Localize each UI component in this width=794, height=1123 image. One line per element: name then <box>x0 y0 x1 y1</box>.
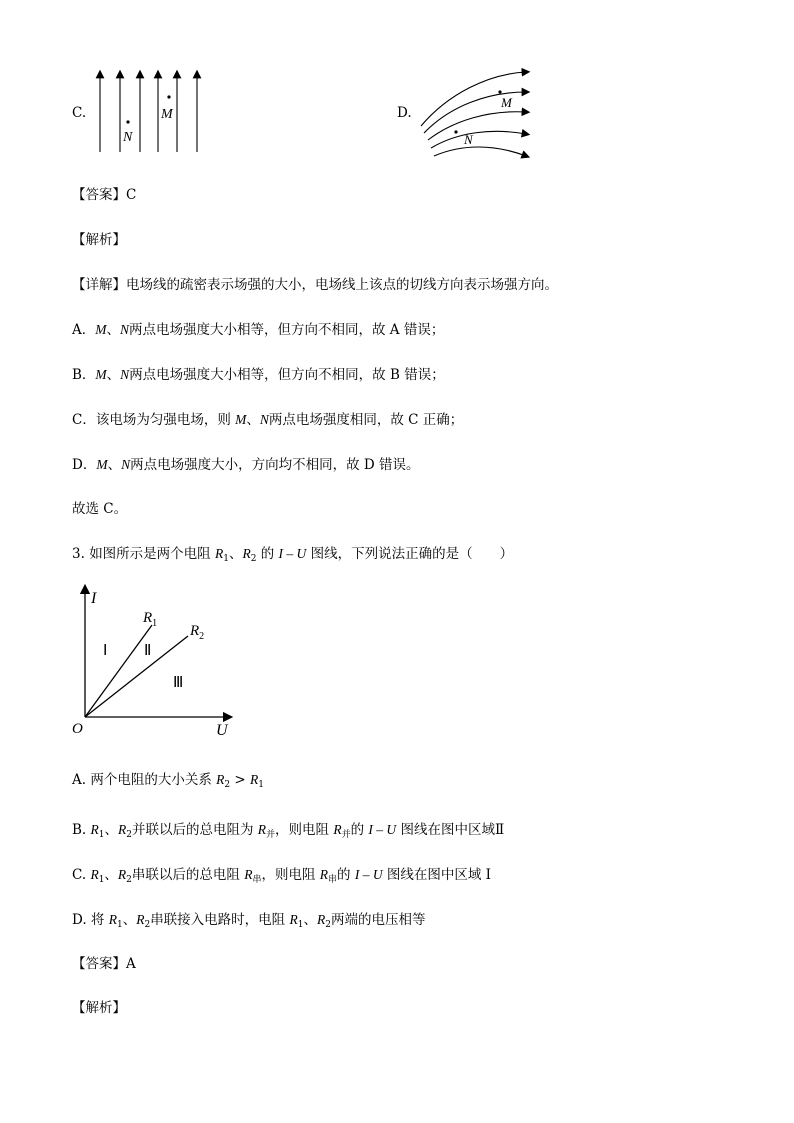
var-r-parallel: R <box>333 822 342 837</box>
var-r2: R <box>316 912 326 927</box>
var-r2: R <box>118 822 127 837</box>
sep: 、 <box>106 322 120 338</box>
var-r-series: R <box>319 867 329 882</box>
iu-symbol: I – U <box>354 867 383 882</box>
var-r1: R <box>289 912 298 927</box>
explain-c-prefix: C．该电场为匀强电场，则 <box>72 412 236 428</box>
q3-text-1: 如图所示是两个电阻 <box>89 546 215 562</box>
point-n <box>454 130 457 133</box>
sub-series: 串 <box>252 875 262 885</box>
sub-2: 2 <box>144 920 151 930</box>
explain-d <box>72 456 420 474</box>
sep: 、 <box>104 867 118 883</box>
choice-b-text-3: 的 <box>350 822 369 838</box>
option-d-label: D. <box>397 105 412 121</box>
analysis-1 <box>72 231 126 249</box>
answer-1 <box>72 186 136 204</box>
point-m <box>167 95 170 98</box>
analysis-3 <box>72 999 126 1017</box>
sub-1: 1 <box>116 920 123 930</box>
explain-d-text: 两点电场强度大小，方向均不相同，故 D 错误。 <box>130 457 420 473</box>
r2-label: $R_2$ <box>190 623 205 642</box>
explain-b-text: 两点电场强度大小相等，但方向不相同，故 B 错误； <box>129 367 445 383</box>
field-line <box>431 131 526 148</box>
choice-d <box>72 911 425 934</box>
choice-c-text-1: 串联以后的总电阻 <box>131 867 245 883</box>
point-n-label: N <box>123 130 133 145</box>
question-number: 3. <box>72 546 85 562</box>
sep: 、 <box>104 822 118 838</box>
axis-u-label: U <box>216 722 228 739</box>
sub-2: 2 <box>325 920 331 930</box>
sub-1: 1 <box>98 830 105 840</box>
var-r1: R <box>214 546 224 561</box>
var-r1: R <box>90 822 99 837</box>
field-line <box>434 147 526 156</box>
answer-tag: 【答案】 <box>72 956 126 972</box>
origin-label: O <box>72 721 83 737</box>
choice-c-text-4: 图线在图中区域 I <box>382 867 491 883</box>
iu-symbol: I – U <box>368 822 397 837</box>
explain-b-prefix: B． <box>72 367 96 383</box>
var-r2: R <box>136 912 145 927</box>
sub-parallel: 并 <box>266 830 276 840</box>
sep: 、 <box>122 912 137 928</box>
sub-parallel: 并 <box>341 830 351 840</box>
var-m: M <box>95 367 107 382</box>
axis-i-label: I <box>91 590 97 607</box>
greater-than: > <box>230 772 251 788</box>
var-n: N <box>120 322 130 337</box>
region-3-label: Ⅲ <box>173 675 184 691</box>
sep: 、 <box>107 457 122 473</box>
var-m: M <box>235 412 247 427</box>
choice-d-text-2: 两端的电压相等 <box>330 912 426 928</box>
sub-1: 1 <box>258 780 264 790</box>
sub-2: 2 <box>224 780 231 790</box>
var-r1: R <box>90 867 99 882</box>
sep: 、 <box>303 912 317 928</box>
sub-2: 2 <box>250 554 257 564</box>
var-r2: R <box>117 867 127 882</box>
field-line <box>428 112 526 140</box>
var-r1: R <box>108 912 117 927</box>
detail-tag: 【详解】 <box>72 277 126 293</box>
point-m <box>498 90 501 93</box>
explain-c <box>72 411 463 429</box>
detail-text: 电场线的疏密表示场强的大小，电场线上该点的切线方向表示场强方向。 <box>126 277 558 293</box>
explain-a <box>72 321 444 339</box>
r1-label: $R_1$ <box>143 610 158 629</box>
choice-d-prefix: D. 将 <box>72 912 109 928</box>
answer-tag: 【答案】 <box>72 187 126 203</box>
var-r2: R <box>242 546 251 561</box>
var-m: M <box>95 322 107 337</box>
q3-text-3: 图线，下列说法正确的是（ ） <box>306 546 514 562</box>
question-3-stem <box>72 545 513 568</box>
point-m-label: M <box>501 95 512 110</box>
explain-d-prefix: D． <box>72 457 97 473</box>
var-n: N <box>120 367 130 382</box>
answer-value: C <box>126 187 137 203</box>
var-m: M <box>96 457 108 472</box>
point-m-label: M <box>161 107 173 122</box>
choice-c <box>72 866 491 889</box>
var-r-parallel: R <box>257 822 267 837</box>
iu-symbol: I – U <box>278 546 307 561</box>
point-n-label: N <box>464 132 473 147</box>
sep: 、 <box>228 546 243 562</box>
answer-value: A <box>126 956 136 972</box>
explain-a-text: 两点电场强度大小相等，但方向不相同，故 A 错误； <box>129 322 445 338</box>
iu-graph <box>70 585 240 745</box>
point-n <box>126 120 129 123</box>
explain-a-prefix: A． <box>72 322 96 338</box>
var-r-series: R <box>244 867 253 882</box>
var-n: N <box>259 412 269 427</box>
q3-text-2: 的 <box>256 546 279 562</box>
choice-b-text-2: ，则电阻 <box>275 822 334 838</box>
choice-b <box>72 821 504 844</box>
answer-3 <box>72 955 136 973</box>
choice-b-prefix: B. <box>72 822 91 838</box>
var-r1: R <box>250 772 259 787</box>
choice-b-text-1: 并联以后的总电阻为 <box>131 822 258 838</box>
sub-2: 2 <box>126 875 132 885</box>
sub-2: 2 <box>126 830 132 840</box>
choice-c-text-3: 的 <box>337 867 355 883</box>
var-r2: R <box>216 772 225 787</box>
choice-d-text-1: 串联接入电路时，电阻 <box>150 912 290 928</box>
analysis-tag: 【解析】 <box>72 232 126 248</box>
line-r1 <box>85 625 152 717</box>
sub-series: 串 <box>328 875 338 885</box>
explain-b <box>72 366 445 384</box>
detail-line <box>72 276 558 294</box>
explain-c-text: 两点电场强度相同，故 C 正确； <box>268 412 464 428</box>
choice-c-prefix: C. <box>72 867 91 883</box>
region-2-label: Ⅱ <box>144 643 152 659</box>
region-1-label: Ⅰ <box>103 643 108 659</box>
choice-a-text: A. 两个电阻的大小关系 <box>72 772 217 788</box>
option-c-label: C. <box>72 105 87 121</box>
uniform-field-diagram <box>95 68 207 158</box>
choice-c-text-2: ，则电阻 <box>261 867 320 883</box>
analysis-tag: 【解析】 <box>72 1000 126 1016</box>
sub-1: 1 <box>98 875 105 885</box>
sep: 、 <box>106 367 121 383</box>
sub-1: 1 <box>223 554 229 564</box>
choice-a <box>72 771 264 794</box>
sub-1: 1 <box>297 920 304 930</box>
conclusion: 故选 C。 <box>72 501 128 517</box>
sep: 、 <box>246 412 260 428</box>
var-n: N <box>121 457 131 472</box>
choice-b-text-4: 图线在图中区域Ⅱ <box>396 822 505 838</box>
curved-field-diagram <box>418 66 533 161</box>
